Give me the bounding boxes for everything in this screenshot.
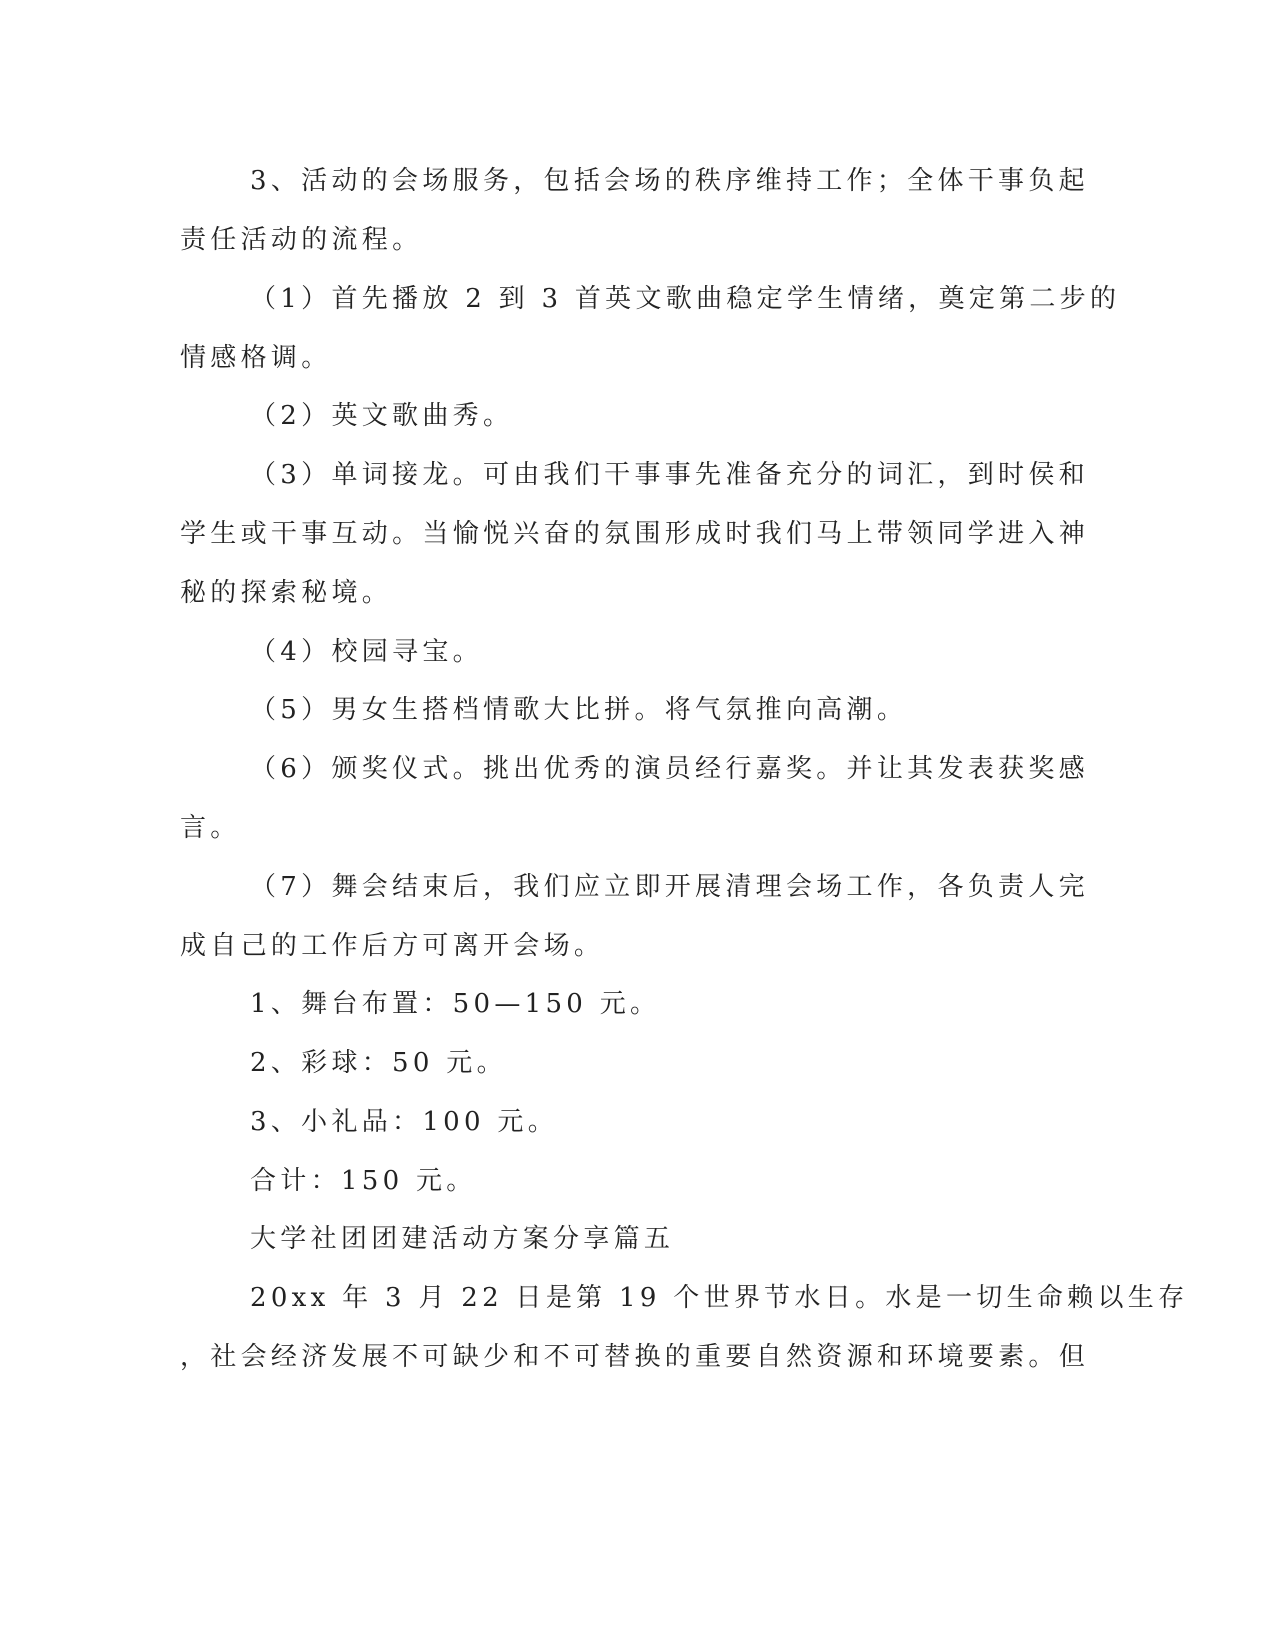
section-heading: 大学社团团建活动方案分享篇五: [250, 1224, 675, 1254]
text-line: （6）颁奖仪式。挑出优秀的演员经行嘉奖。并让其发表获奖感: [250, 754, 1089, 784]
text-line: 1、舞台布置：50—150 元。: [250, 989, 661, 1019]
text-line: 情感格调。: [180, 343, 332, 373]
text-line: 20xx 年 3 月 22 日是第 19 个世界节水日。水是一切生命赖以生存: [250, 1283, 1189, 1313]
text-line: （7）舞会结束后，我们应立即开展清理会场工作，各负责人完: [250, 872, 1089, 902]
text-line: 成自己的工作后方可离开会场。: [180, 931, 605, 961]
text-line: 学生或干事互动。当愉悦兴奋的氛围形成时我们马上带领同学进入神: [180, 519, 1090, 549]
text-line: （1）首先播放 2 到 3 首英文歌曲稳定学生情绪，奠定第二步的: [250, 284, 1121, 314]
text-line: （4）校园寻宝。: [250, 637, 483, 667]
text-line: 3、小礼品：100 元。: [250, 1107, 559, 1137]
text-line: 3、活动的会场服务，包括会场的秩序维持工作；全体干事负起: [250, 166, 1089, 196]
text-line: （5）男女生搭档情歌大比拼。将气氛推向高潮。: [250, 695, 908, 725]
text-line: （3）单词接龙。可由我们干事事先准备充分的词汇，到时侯和: [250, 460, 1089, 490]
text-line: 合计：150 元。: [250, 1166, 477, 1196]
text-line: ，社会经济发展不可缺少和不可替换的重要自然资源和环境要素。但: [180, 1342, 1090, 1372]
text-line: 2、彩球：50 元。: [250, 1048, 507, 1078]
text-line: 秘的探索秘境。: [180, 578, 393, 608]
text-line: 责任活动的流程。: [180, 225, 423, 255]
text-line: 言。: [180, 813, 241, 843]
text-line: （2）英文歌曲秀。: [250, 401, 514, 431]
